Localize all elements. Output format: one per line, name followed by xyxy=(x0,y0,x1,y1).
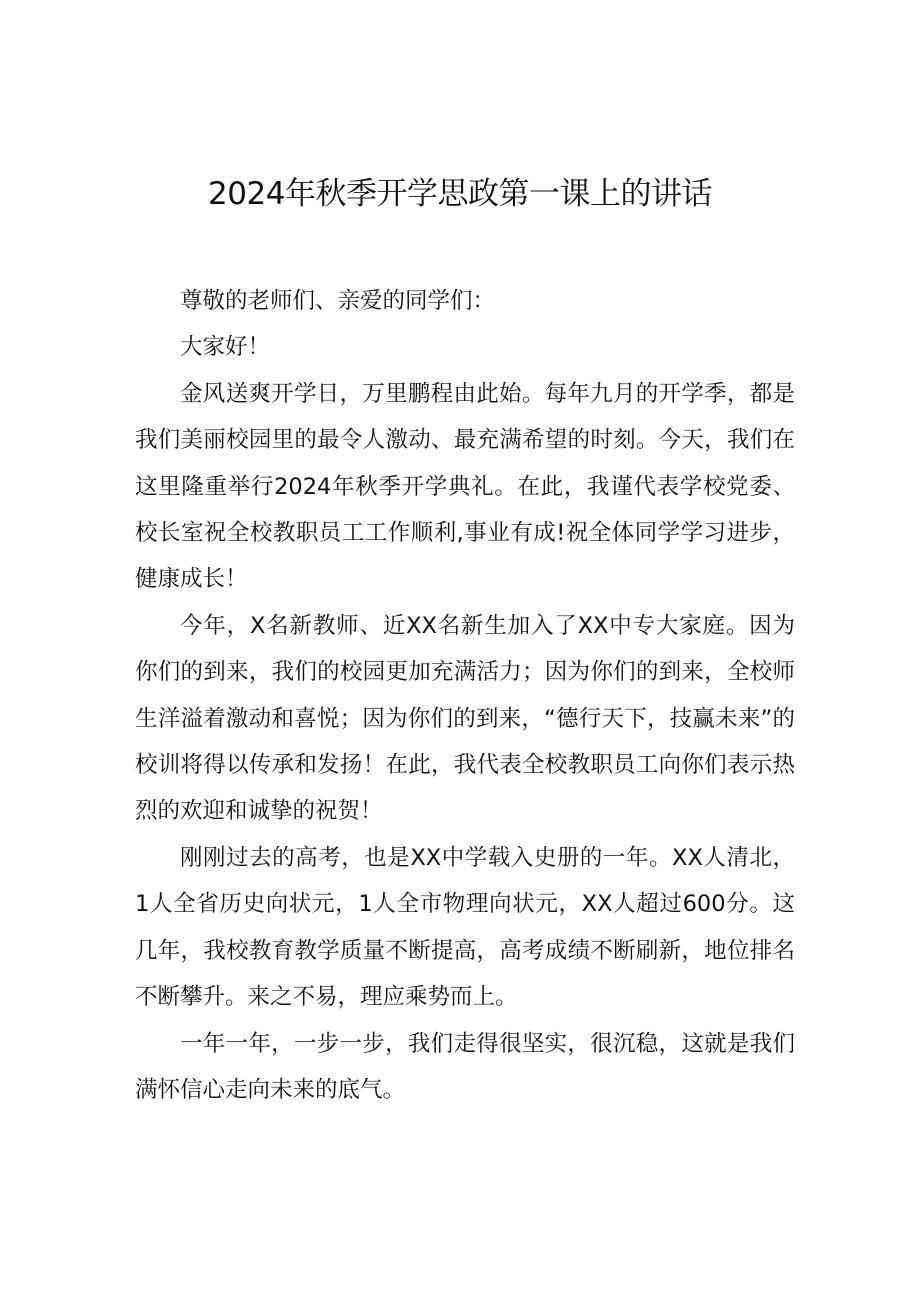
body-paragraph-3: 刚刚过去的高考，也是XX中学载入史册的一年。XX人清北，1人全省历史向状元，1人全市物理向状元，XX人超过600分。这几年，我校教育教学质量不断提高，高考成绩不断刷新，地位排名不断攀升。来之不易，理应乘势而上。 xyxy=(135,844,795,1011)
salutation-paragraph: 大家好！ xyxy=(180,334,271,361)
body-paragraph-4: 一年一年，一步一步，我们走得很坚实，很沉稳，这就是我们满怀信心走向未来的底气。 xyxy=(135,1030,795,1103)
body-paragraph-2: 今年，X名新教师、近XX名新生加入了XX中专大家庭。因为你们的到来，我们的校园更加充满活力；因为你们的到来，全校师生洋溢着激动和喜悦；因为你们的到来，“德行天下，技赢未来”的校训将得以传承和发扬！在此，我代表全校教职员工向你们表示热烈的欢迎和诚挚的祝贺！ xyxy=(135,612,795,825)
greeting-paragraph: 尊敬的老师们、亲爱的同学们： xyxy=(180,288,496,314)
document-body xyxy=(135,278,795,1113)
body-paragraph-1: 金风送爽开学日，万里鹏程由此始。每年九月的开学季，都是我们美丽校园里的最令人激动、最充满希望的时刻。今天，我们在这里隆重举行2024年秋季开学典礼。在此，我谨代表学校党委、校长室祝全校教职员工工作顺利,事业有成!祝全体同学学习进步，健康成长！ xyxy=(135,380,795,593)
document-title: 2024年秋季开学思政第一课上的讲话 xyxy=(208,176,712,212)
